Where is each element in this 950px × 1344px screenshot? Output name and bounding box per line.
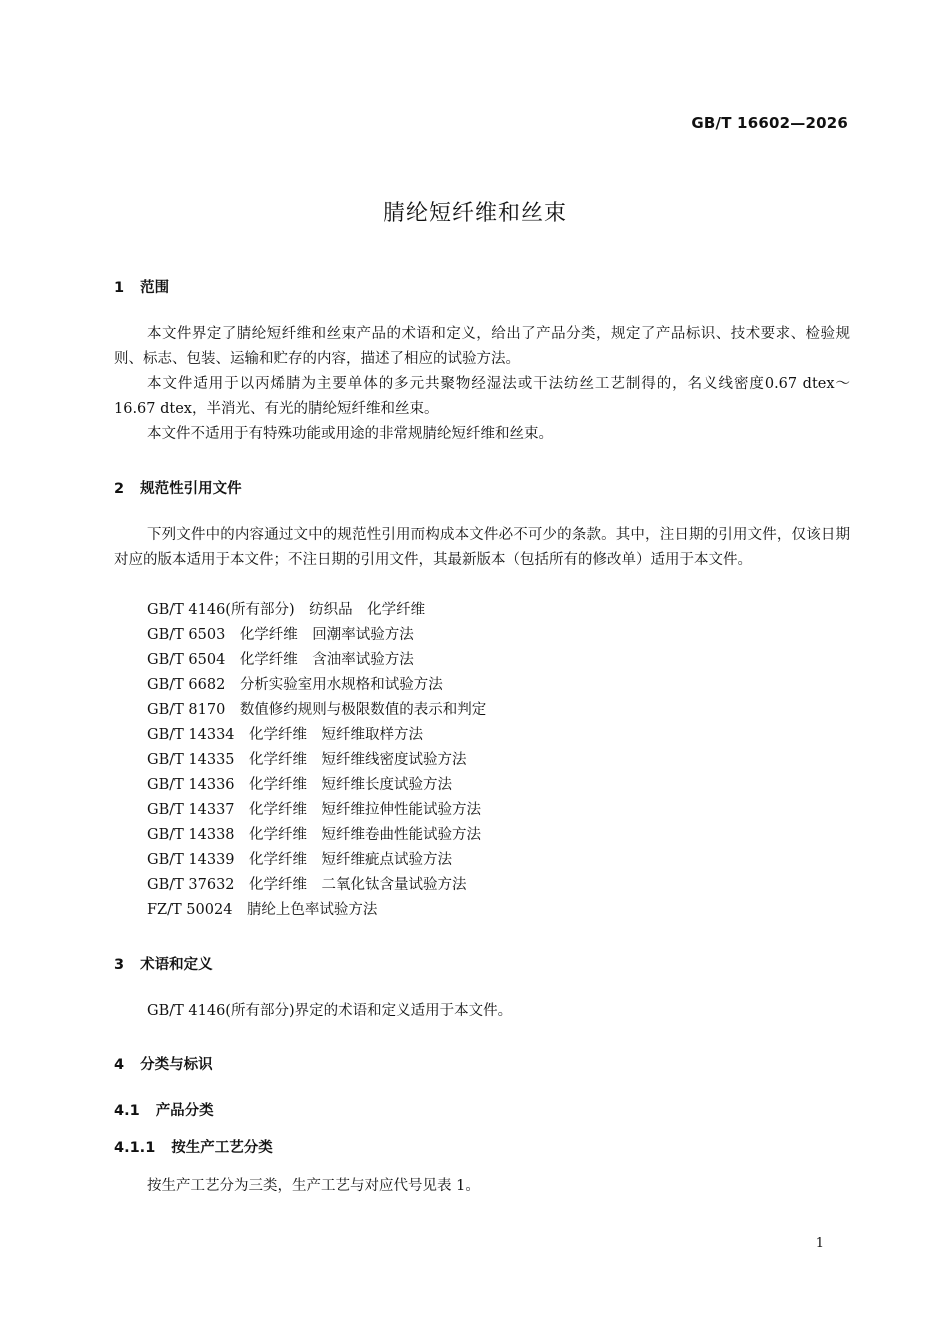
section-title: 术语和定义 — [140, 957, 213, 973]
section-4-1-heading — [114, 1099, 214, 1120]
reference-item — [147, 623, 414, 648]
reference-code: GB/T 6504 — [147, 652, 226, 668]
reference-item — [147, 598, 425, 623]
reference-title: 化学纤维 短纤维长度试验方法 — [249, 777, 453, 793]
section-title: 规范性引用文件 — [140, 481, 242, 497]
reference-title: 分析实验室用水规格和试验方法 — [239, 677, 443, 693]
section-3-heading — [114, 953, 213, 974]
reference-code: GB/T 14335 — [147, 752, 235, 768]
reference-title: 纺织品 化学纤维 — [309, 602, 426, 618]
section-2-heading — [114, 477, 242, 498]
reference-title: 化学纤维 短纤维疵点试验方法 — [249, 852, 453, 868]
references-intro: 下列文件中的内容通过文中的规范性引用而构成本文件必不可少的条款。其中，注日期的引用文件，仅该日期对应的版本适用于本文件；不注日期的引用文件，其最新版本（包括所有的修改单）适用于本文件。 — [114, 527, 850, 568]
reference-code: GB/T 14334 — [147, 727, 235, 743]
scope-paragraph-2: 本文件适用于以丙烯腈为主要单体的多元共聚物经湿法或干法纺丝工艺制得的，名义线密度0.67 dtex～16.67 dtex，半消光、有光的腈纶短纤维和丝束。 — [114, 376, 850, 417]
reference-code: GB/T 14337 — [147, 802, 235, 818]
standard-number: GB/T 16602—2026 — [691, 114, 848, 132]
reference-title: 化学纤维 短纤维取样方法 — [249, 727, 424, 743]
reference-item — [147, 723, 423, 748]
section-title: 范围 — [140, 280, 170, 296]
process-classification-paragraph: 按生产工艺分为三类，生产工艺与对应代号见表 1。 — [147, 1178, 480, 1194]
reference-title: 数值修约规则与极限数值的表示和判定 — [239, 702, 487, 718]
reference-title: 化学纤维 回潮率试验方法 — [239, 627, 414, 643]
reference-code: GB/T 6682 — [147, 677, 226, 693]
reference-item — [147, 748, 467, 773]
reference-title: 化学纤维 短纤维线密度试验方法 — [249, 752, 467, 768]
section-number: 2 — [114, 481, 125, 497]
reference-code: GB/T 4146(所有部分) — [147, 602, 295, 618]
reference-title: 化学纤维 含油率试验方法 — [239, 652, 414, 668]
reference-title: 腈纶上色率试验方法 — [246, 902, 378, 918]
section-number: 1 — [114, 280, 125, 296]
reference-item — [147, 798, 481, 823]
reference-item — [147, 873, 467, 898]
section-4-1-1-heading — [114, 1136, 273, 1157]
section-number: 4 — [114, 1057, 125, 1073]
reference-item — [147, 898, 377, 923]
section-number: 4.1.1 — [114, 1140, 156, 1156]
reference-item — [147, 773, 452, 798]
section-title: 按生产工艺分类 — [171, 1140, 273, 1156]
reference-item — [147, 698, 486, 723]
reference-code: GB/T 8170 — [147, 702, 226, 718]
reference-item — [147, 648, 414, 673]
reference-code: GB/T 37632 — [147, 877, 235, 893]
reference-code: GB/T 6503 — [147, 627, 226, 643]
reference-title: 化学纤维 短纤维拉伸性能试验方法 — [249, 802, 482, 818]
reference-code: GB/T 14338 — [147, 827, 235, 843]
section-number: 4.1 — [114, 1103, 140, 1119]
section-number: 3 — [114, 957, 125, 973]
reference-code: GB/T 14339 — [147, 852, 235, 868]
reference-code: FZ/T 50024 — [147, 902, 233, 918]
reference-title: 化学纤维 二氧化钛含量试验方法 — [249, 877, 467, 893]
reference-item — [147, 823, 481, 848]
section-1-heading — [114, 276, 169, 297]
section-title: 分类与标识 — [140, 1057, 213, 1073]
terms-paragraph: GB/T 4146(所有部分)界定的术语和定义适用于本文件。 — [147, 1003, 513, 1019]
section-4-heading — [114, 1053, 213, 1074]
reference-item — [147, 673, 443, 698]
reference-code: GB/T 14336 — [147, 777, 235, 793]
reference-title: 化学纤维 短纤维卷曲性能试验方法 — [249, 827, 482, 843]
scope-paragraph-3: 本文件不适用于有特殊功能或用途的非常规腈纶短纤维和丝束。 — [147, 426, 553, 442]
page-number: 1 — [815, 1236, 824, 1251]
scope-paragraph-1: 本文件界定了腈纶短纤维和丝束产品的术语和定义，给出了产品分类，规定了产品标识、技术要求、检验规则、标志、包装、运输和贮存的内容，描述了相应的试验方法。 — [114, 326, 850, 367]
document-title: 腈纶短纤维和丝束 — [382, 201, 567, 226]
section-title: 产品分类 — [155, 1103, 214, 1119]
reference-item — [147, 848, 452, 873]
